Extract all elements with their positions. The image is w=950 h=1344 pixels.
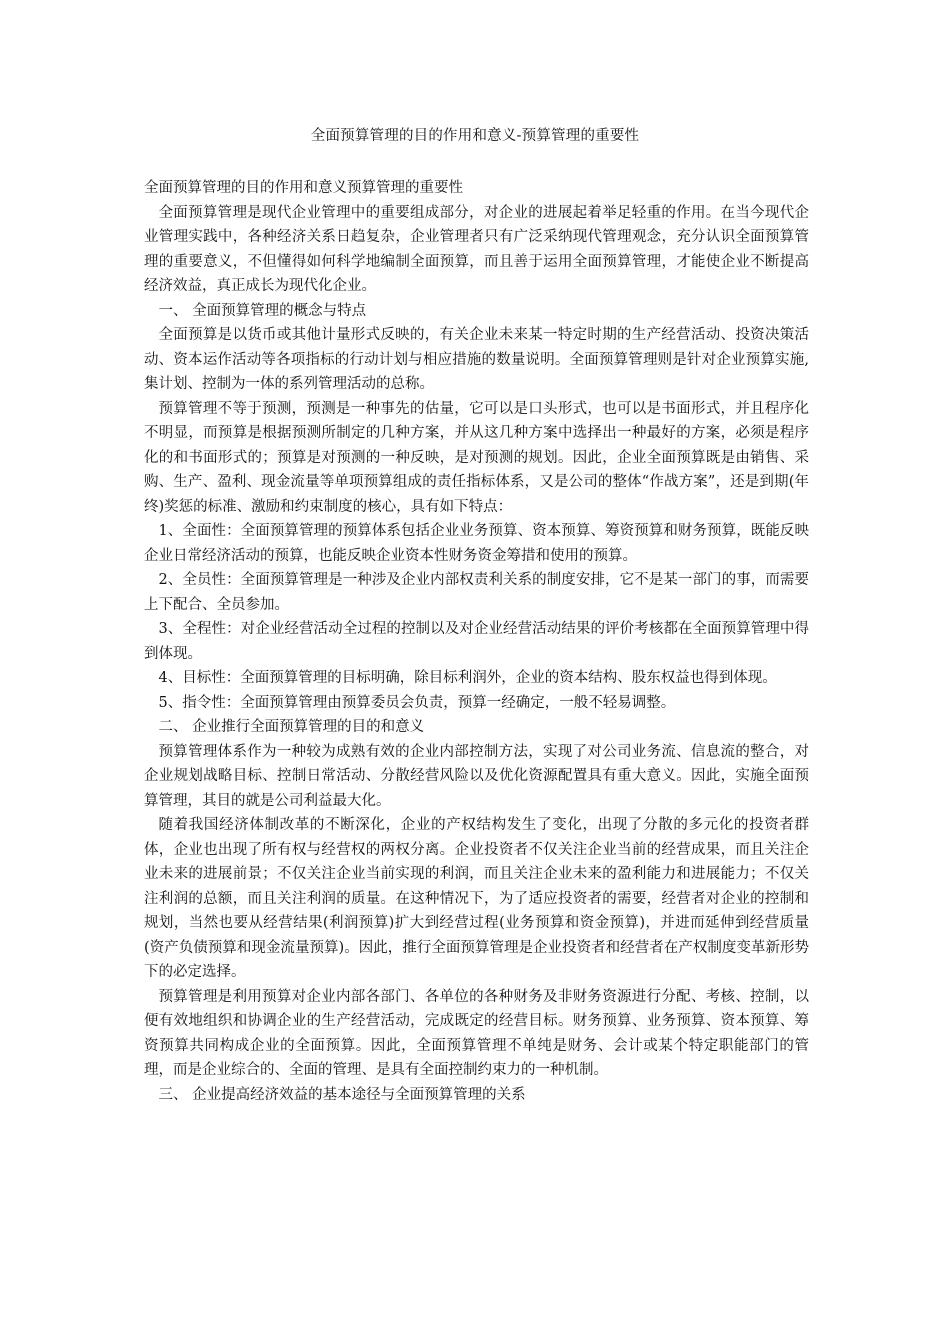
list-item-comprehensive: 1、全面性：全面预算管理的预算体系包括企业业务预算、资本预算、筹资预算和财务预算，既能反映企业日常经济活动的预算，也能反映企业资本性财务资金筹措和使用的预算。: [144, 523, 809, 564]
list-item-all-staff: 2、全员性：全面预算管理是一种涉及企业内部权责利关系的制度安排，它不是某一部门的事，而需要上下配合、全员参加。: [144, 572, 809, 613]
document-body: [144, 176, 809, 1107]
section-heading-2: 二、 企业推行全面预算管理的目的和意义: [158, 719, 425, 735]
paragraph-prediction: 预算管理不等于预测，预测是一种事先的估量，它可以是口头形式，也可以是书面形式，并且程序化不明显，而预算是根据预测所制定的几种方案，并从这几种方案中选择出一种最好的方案，必须是程序化的和书面形式的；预算是对预测的一种反映，是对预测的规划。因此，企业全面预算既是由销售、采购、生产、盈利、现金流量等单项预算组成的责任指标体系，又是公司的整体“作战方案”，还是到期(年终)奖惩的标准、激励和约束制度的核心，具有如下特点：: [144, 400, 809, 515]
list-item-target: 4、目标性：全面预算管理的目标明确，除目标利润外，企业的资本结构、股东权益也得到体现。: [158, 670, 777, 686]
document-subtitle: 全面预算管理的目的作用和意义预算管理的重要性: [144, 180, 463, 196]
list-item-directive: 5、指令性：全面预算管理由预算委员会负责，预算一经确定，一般不轻易调整。: [158, 694, 676, 711]
paragraph-control-system: 预算管理体系作为一种较为成熟有效的企业内部控制方法，实现了对公司业务流、信息流的整合，对企业规划战略目标、控制日常活动、分散经营风险以及优化资源配置具有重大意义。因此，实施全面预算管理，其目的就是公司利益最大化。: [144, 743, 809, 809]
paragraph-reform: 随着我国经济体制改革的不断深化，企业的产权结构发生了变化，出现了分散的多元化的投资者群体，企业也出现了所有权与经营权的两权分离。企业投资者不仅关注企业当前的经营成果，而且关注企业未来的进展前景；不仅关注企业当前实现的利润，而且关注企业未来的盈利能力和进展能力；不仅关注利润的总额，而且关注利润的质量。在这种情况下，为了适应投资者的需要，经营者对企业的控制和规划，当然也要从经营结果(利润预算)扩大到经营过程(业务预算和资金预算)，并进而延伸到经营质量(资产负债预算和现金流量预算)。因此，推行全面预算管理是企业投资者和经营者在产权制度变革新形势下的必定选择。: [144, 817, 809, 980]
document-title: 全面预算管理的目的作用和意义-预算管理的重要性: [310, 128, 640, 144]
paragraph-definition: 全面预算是以货币或其他计量形式反映的，有关企业未来某一特定时期的生产经营活动、投资决策活动、资本运作活动等各项指标的行动计划与相应措施的数量说明。全面预算管理则是针对企业预算实施,集计划、控制为一体的系列管理活动的总称。: [144, 327, 809, 392]
section-heading-3: 三、 企业提高经济效益的基本途径与全面预算管理的关系: [158, 1086, 526, 1103]
intro-paragraph: 全面预算管理是现代企业管理中的重要组成部分，对企业的进展起着举足轻重的作用。在当今现代企业管理实践中，各种经济关系日趋复杂，企业管理者只有广泛采纳现代管理观念，充分认识全面预算管理的重要意义，不但懂得如何科学地编制全面预算，而且善于运用全面预算管理，才能使企业不断提高经济效益，真正成长为现代化企业。: [144, 204, 809, 294]
list-item-whole-process: 3、全程性：对企业经营活动全过程的控制以及对企业经营活动结果的评价考核都在全面预算管理中得到体现。: [144, 621, 809, 662]
section-heading-1: 一、 全面预算管理的概念与特点: [158, 302, 367, 319]
paragraph-resource-allocation: 预算管理是利用预算对企业内部各部门、各单位的各种财务及非财务资源进行分配、考核、控制，以便有效地组织和协调企业的生产经营活动，完成既定的经营目标。财务预算、业务预算、资本预算、筹资预算共同构成企业的全面预算。因此，全面预算管理不单纯是财务、会计或某个特定职能部门的管理，而是企业综合的、全面的管理、是具有全面控制约束力的一种机制。: [144, 988, 809, 1078]
